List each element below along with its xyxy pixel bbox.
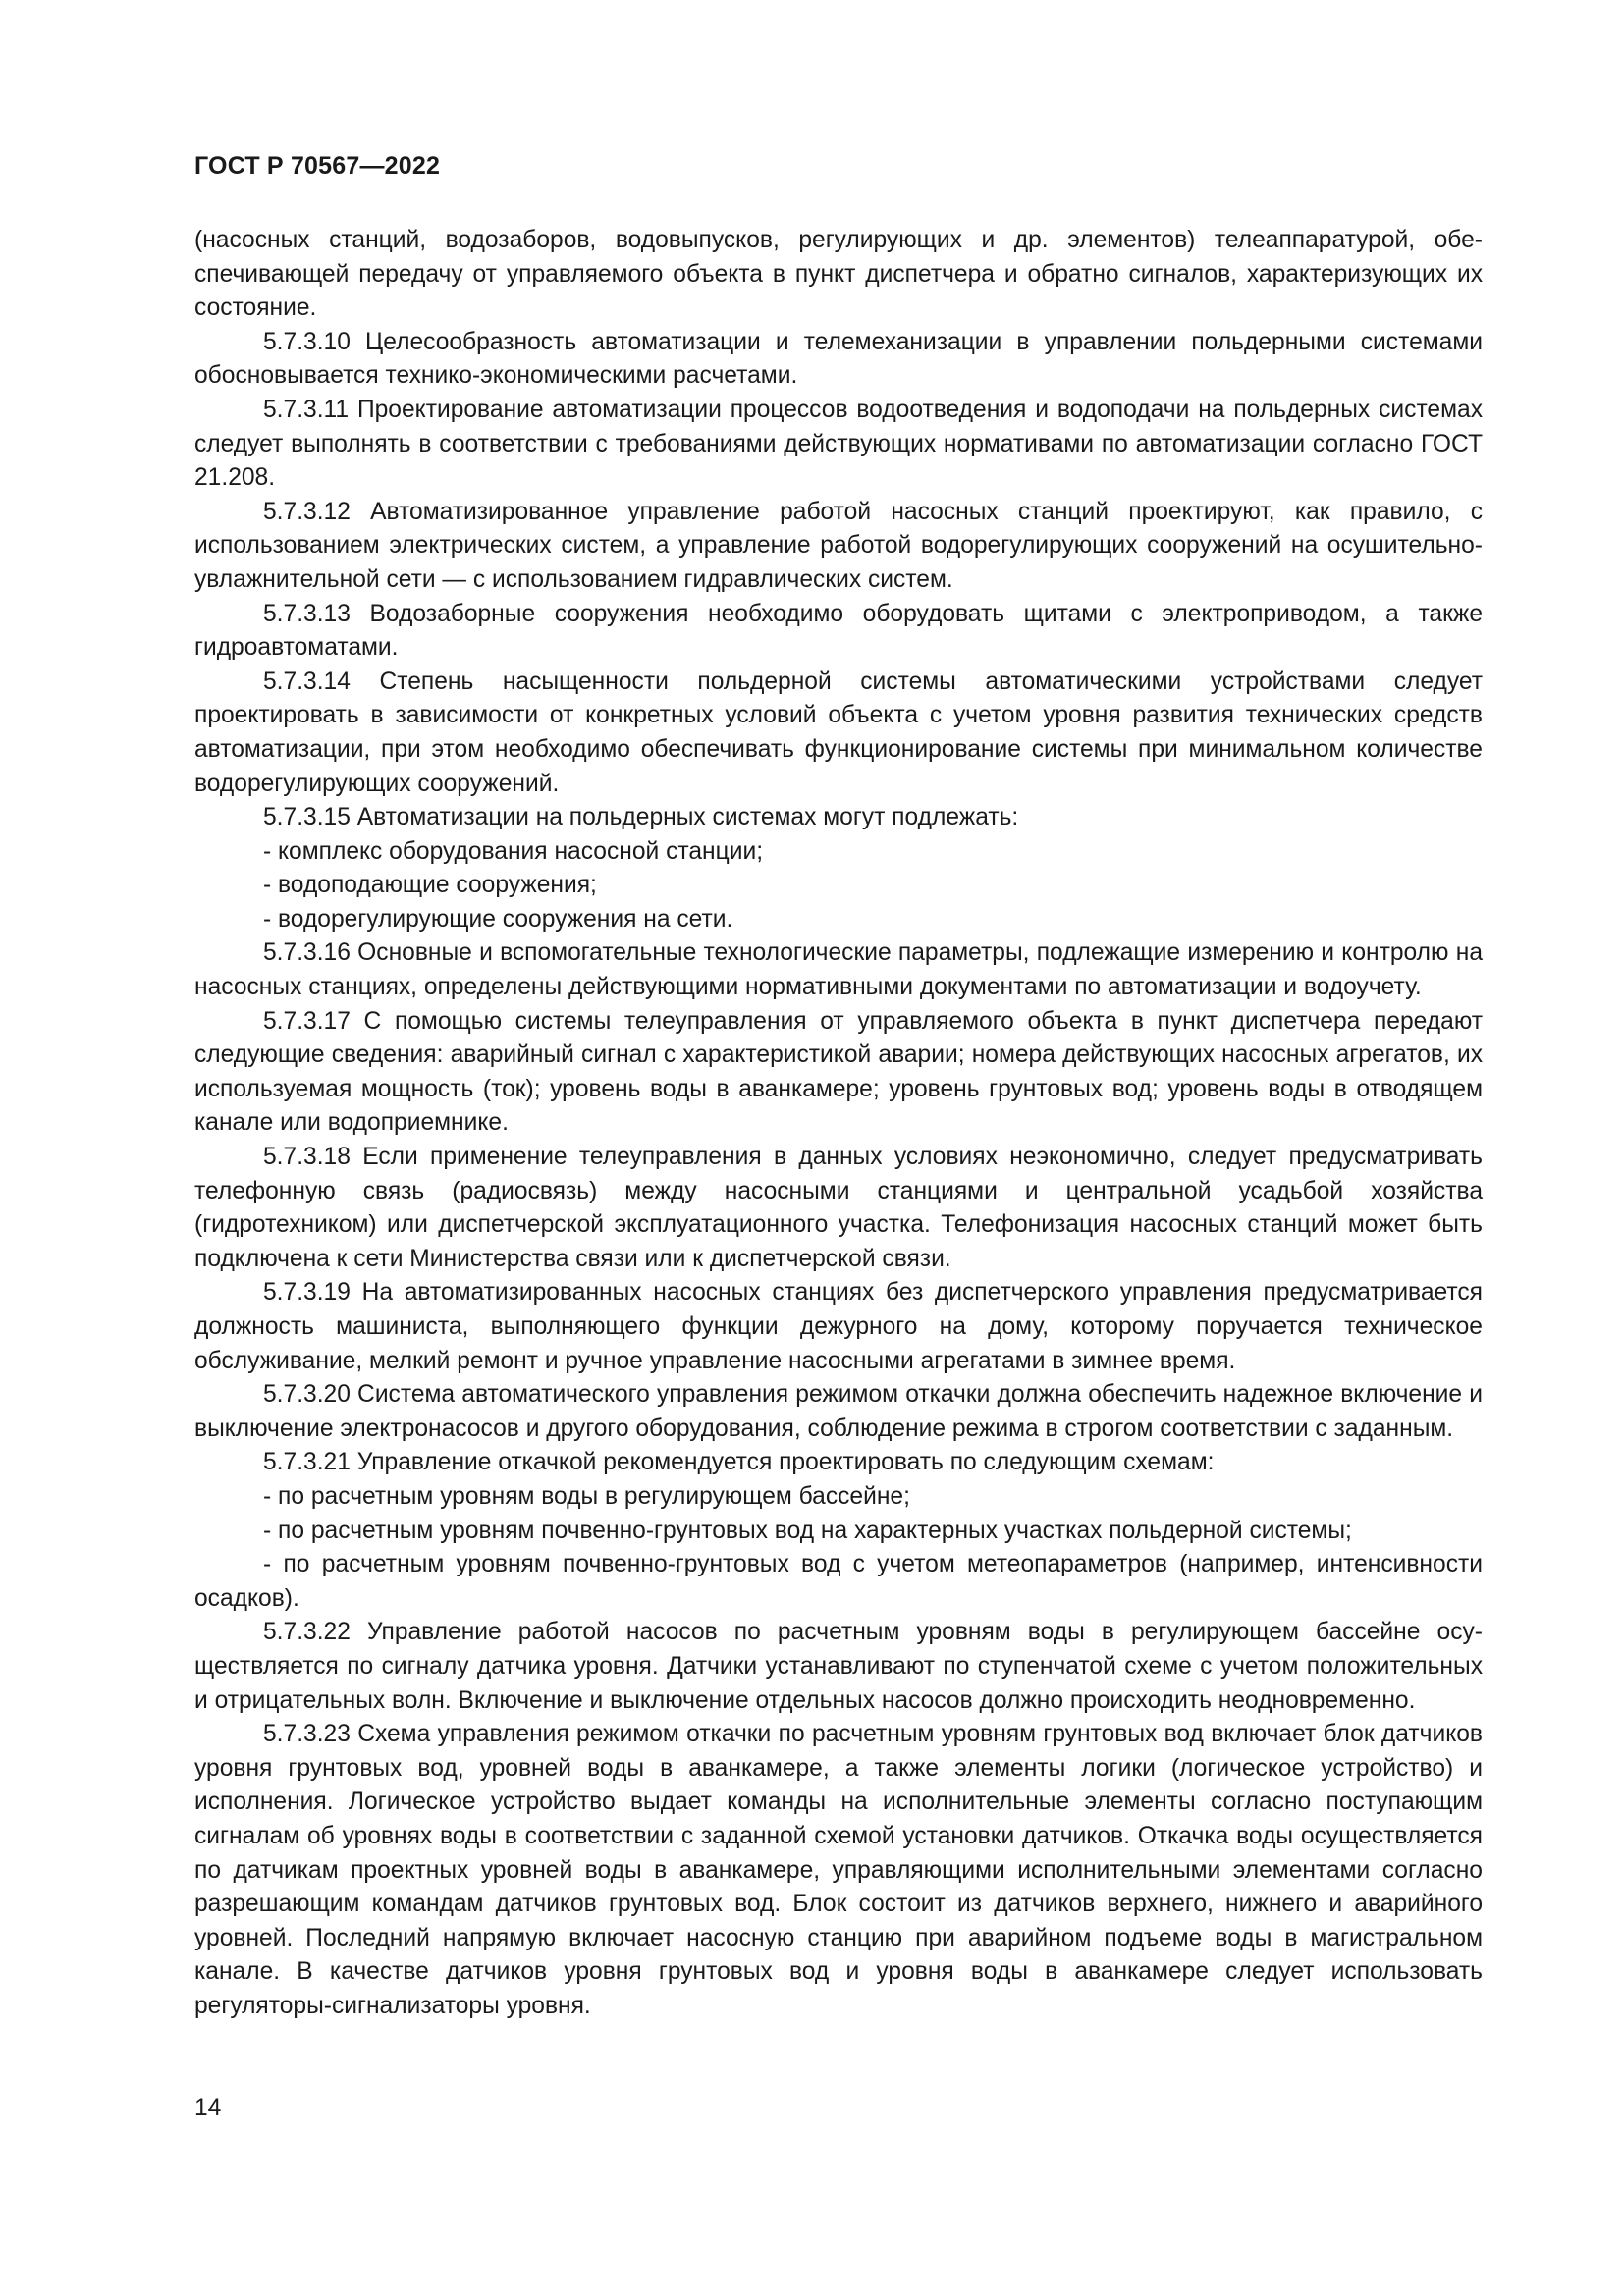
paragraph-5-7-3-14: 5.7.3.14 Степень насыщенности польдерной системы автоматическими устройствами следует проектировать в зависимости от конкретных условий объекта с учетом уровня развития технических средств автоматизации, при этом необходимо обеспечивать функционирование системы при минимальном количестве водорегулирующих сооружений. [194, 667, 1483, 797]
document-header: ГОСТ Р 70567—2022 [194, 152, 441, 180]
paragraph-5-7-3-10: 5.7.3.10 Целесообразность автоматизации и телемеханизации в управлении польдерными системами обосновывается технико-экономическими расчетами. [194, 328, 1483, 390]
paragraph-5-7-3-16: 5.7.3.16 Основные и вспомогательные технологические параметры, подлежащие измерению и контролю на насосных станциях, определены действующими нормативными документами по автоматизации и водоучету. [194, 939, 1483, 1001]
list-item: - по расчетным уровням воды в регулирующем бассейне; [263, 1482, 910, 1510]
paragraph-5-7-3-21: 5.7.3.21 Управление откачкой рекомендуется проектировать по следующим схемам: [263, 1449, 1215, 1476]
paragraph-5-7-3-12: 5.7.3.12 Автоматизированное управление работой насосных станций проектируют, как правило, с использованием электрических систем, а управление работой водорегулирующих сооружений на осушительно-увлажнительной сети — с использованием гидравлических систем. [194, 498, 1483, 593]
list-item: - по расчетным уровням почвенно-грунтовых вод с учетом метеопараметров (например, интенсивности осадков). [194, 1551, 1483, 1612]
paragraph-5-7-3-13: 5.7.3.13 Водозаборные сооружения необходимо оборудовать щитами с электроприводом, а также гидроавтоматами. [194, 600, 1483, 662]
paragraph-5-7-3-23: 5.7.3.23 Схема управления режимом откачки по расчетным уровням грунтовых вод включает блок датчиков уровня грунтовых вод, уровней воды в аванкамере, а также элементы логики (логическое устройство) и исполнения. Логическое устройство выдает команды на исполнительные элементы согласно поступающим сигналам об уровнях воды в соответствии с заданной схемой установки датчиков. Откачка воды осуществляется по датчикам проектных уровней воды в аванкамере, управляющими исполнительными элементами согласно разрешающим командам датчиков грунтовых вод. Блок состоит из датчиков верхнего, нижнего и аварийного уровней. Последний напрямую включает насосную станцию при аварийном подъеме воды в магистральном канале. В качестве датчиков уровня грунтовых вод и уровня воды в аванкамере следует использовать регуляторы-сигнализаторы уровня. [194, 1721, 1483, 2019]
document-body [194, 224, 1483, 2023]
paragraph-5-7-3-18: 5.7.3.18 Если применение телеуправления в данных условиях неэкономично, следует предусматривать телефонную связь (радиосвязь) между насосными станциями и центральной усадьбой хозяйства (гидротехником) или диспетчерской эксплуатационного участка. Телефонизация насосных станций может быть подключена к сети Министерства связи или к диспетчерской связи. [194, 1144, 1483, 1272]
paragraph-5-7-3-19: 5.7.3.19 На автоматизированных насосных станциях без диспетчерского управления предусматривается должность машиниста, выполняющего функции дежурного на дому, которому поручается техническое обслуживание, мелкий ремонт и ручное управление насосными агрегатами в зимнее время. [194, 1279, 1483, 1374]
paragraph-5-7-3-22: 5.7.3.22 Управление работой насосов по расчетным уровням воды в регулирующем бассейне осуществляется по сигналу датчика уровня. Датчики устанавливают по ступенчатой схеме с учетом положительных и отрицательных волн. Включение и выключение отдельных насосов должно происходить неодновременно. [194, 1619, 1483, 1714]
list-item: - комплекс оборудования насосной станции; [263, 837, 764, 865]
paragraph-5-7-3-20: 5.7.3.20 Система автоматического управления режимом откачки должна обеспечить надежное включение и выключение электронасосов и другого оборудования, соблюдение режима в строгом соответствии с заданным. [194, 1381, 1483, 1442]
page-number: 14 [194, 2095, 222, 2121]
list-item: - по расчетным уровням почвенно-грунтовых вод на характерных участках польдерной системы; [263, 1517, 1352, 1544]
paragraph-5-7-3-17: 5.7.3.17 С помощью системы телеуправления от управляемого объекта в пункт диспетчера передают следующие сведения: аварийный сигнал с характеристикой аварии; номера действующих насосных агрегатов, их используемая мощность (ток); уровень воды в аванкамере; уровень грунтовых вод; уровень воды в отводящем канале или водоприемнике. [194, 1007, 1483, 1137]
paragraph-5-7-3-15: 5.7.3.15 Автоматизации на польдерных системах могут подлежать: [263, 804, 1019, 831]
paragraph-continuation: (насосных станций, водозаборов, водовыпусков, регулирующих и др. элементов) телеаппаратурой, обеспечивающей передачу от управляемого объекта в пункт диспетчера и обратно сигналов, характеризующих их состояние. [194, 227, 1483, 322]
list-item: - водоподающие сооружения; [263, 872, 597, 899]
paragraph-5-7-3-11: 5.7.3.11 Проектирование автоматизации процессов водоотведения и водоподачи на польдерных системах следует выполнять в соответствии с требованиями действующих нормативами по автоматизации согласно ГОСТ 21.208. [194, 396, 1483, 492]
list-item: - водорегулирующие сооружения на сети. [263, 905, 733, 933]
